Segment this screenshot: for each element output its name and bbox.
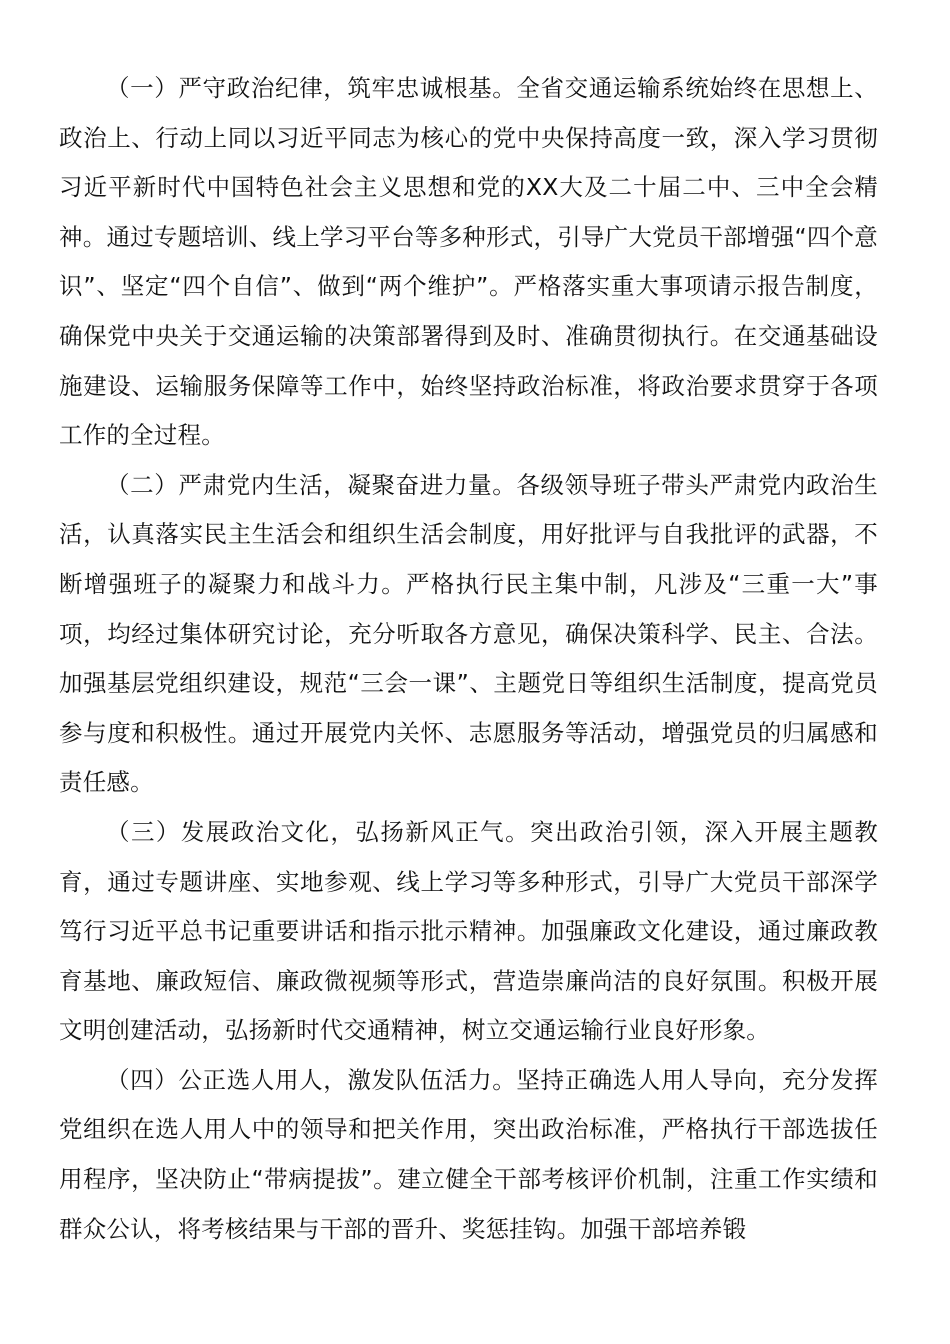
paragraph-cadre-selection: （四）公正选人用人，激发队伍活力。坚持正确选人用人导向，充分发挥党组织在选人用人中的领导和把关作用，突出政治标准，严格执行干部选拔任用程序，坚决防止“带病提拔”。建立健全干部考核评价机制，注重工作实绩和群众公认，将考核结果与干部的晋升、奖惩挂钩。加强干部培养锻: [59, 1065, 878, 1243]
paragraph-strict-political-discipline: （一）严守政治纪律，筑牢忠诚根基。全省交通运输系统始终在思想上、政治上、行动上同以习近平同志为核心的党中央保持高度一致，深入学习贯彻习近平新时代中国特色社会主义思想和党的XX大及二十届二中、三中全会精神。通过专题培训、线上学习平台等多种形式，引导广大党员干部增强“四个意识”、坚定“四个自信”、做到“两个维护”。严格落实重大事项请示报告制度，确保党中央关于交通运输的决策部署得到及时、准确贯彻执行。在交通基础设施建设、运输服务保障等工作中，始终坚持政治标准，将政治要求贯穿于各项工作的全过程。: [59, 74, 878, 450]
paragraph-political-culture: （三）发展政治文化，弘扬新风正气。突出政治引领，深入开展主题教育，通过专题讲座、实地参观、线上学习等多种形式，引导广大党员干部深学笃行习近平总书记重要讲话和指示批示精神。加强廉政文化建设，通过廉政教育基地、廉政短信、廉政微视频等形式，营造崇廉尚洁的良好氛围。积极开展文明创建活动，弘扬新时代交通精神，树立交通运输行业良好形象。: [59, 817, 878, 1045]
paragraph-serious-party-life: （二）严肃党内生活，凝聚奋进力量。各级领导班子带头严肃党内政治生活，认真落实民主生活会和组织生活会制度，用好批评与自我批评的武器，不断增强班子的凝聚力和战斗力。严格执行民主集中制，凡涉及“三重一大”事项，均经过集体研究讨论，充分听取各方意见，确保决策科学、民主、合法。加强基层党组织建设，规范“三会一课”、主题党日等组织生活制度，提高党员参与度和积极性。通过开展党内关怀、志愿服务等活动，增强党员的归属感和责任感。: [59, 470, 878, 797]
